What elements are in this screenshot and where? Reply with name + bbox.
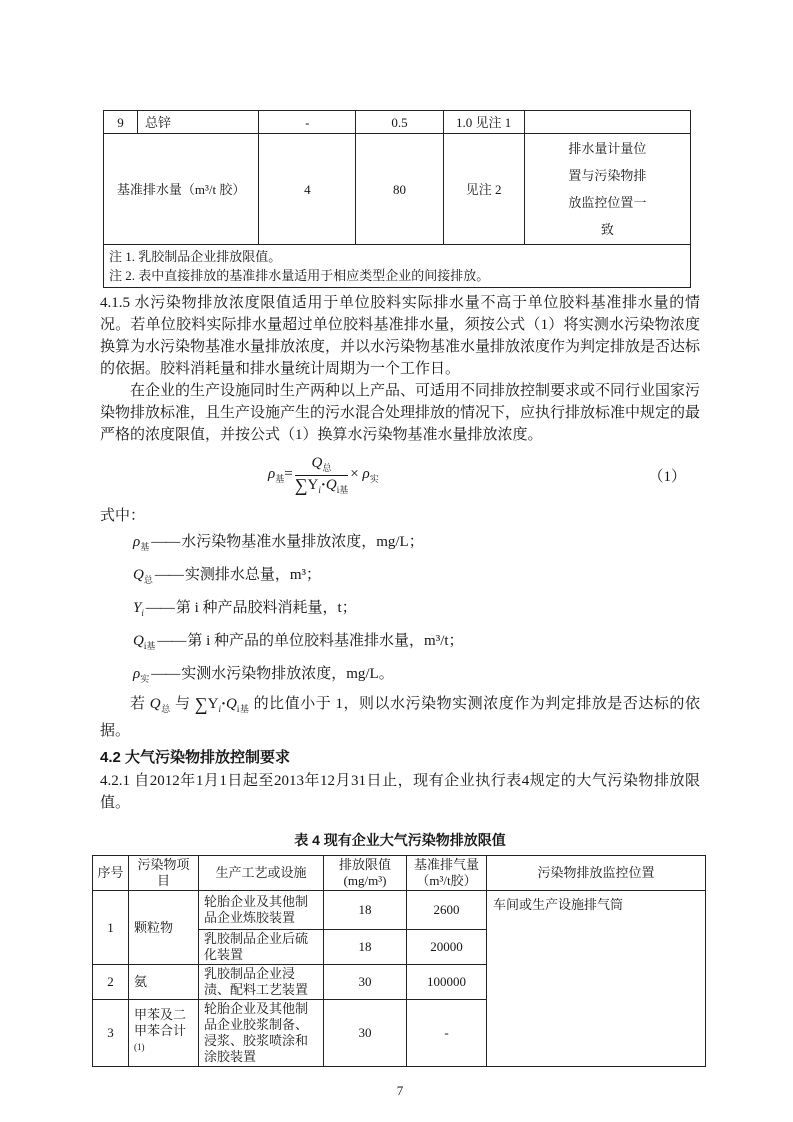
definition-list	[133, 528, 700, 693]
row1a-limit: 18	[324, 891, 407, 930]
benchmark-label: 基准排水量（m³/t 胶）	[104, 134, 259, 245]
row3-pollutant: 甲苯及二甲苯合计$^{(1)}$	[129, 1000, 199, 1067]
table4-title: 表 4 现有企业大气污染物排放限值	[294, 832, 506, 848]
table-row-benchmark-drainage	[104, 134, 691, 245]
header-location: 污染物排放监控位置	[487, 856, 706, 891]
table4-row-1a	[93, 891, 706, 930]
formula-fraction: $\frac{Q_总}{\sum Y_i\cdot Q_{i基}}$	[294, 454, 349, 495]
benchmark-indirect: 80	[356, 134, 443, 245]
formula-1	[100, 448, 700, 502]
table-row-zinc	[104, 111, 691, 134]
where-label: 式中：	[100, 508, 146, 524]
zinc-direct-limit: -	[259, 111, 356, 134]
definition-rho-actual: $\rho_实$ —— 实测水污染物排放浓度，mg/L。	[133, 666, 394, 684]
row1-seq: 1	[93, 891, 129, 965]
sigma-inline-symbol: ∑	[194, 694, 208, 714]
formula-expression: $\rho_基=$ $\frac{Q_总}{\sum Y_i\cdot Q_{i基}}$ × $\rho_实$	[268, 454, 379, 495]
zinc-name: 总锌	[138, 111, 259, 134]
zinc-seq: 9	[104, 111, 138, 134]
row1b-process: 乳胶制品企业后硫化装置	[199, 930, 324, 965]
row1-pollutant: 颗粒物	[129, 891, 199, 965]
row1b-airflow: 20000	[407, 930, 487, 965]
header-limit: 排放限值 (mg/m³)	[324, 856, 407, 891]
row1a-process: 轮胎企业及其他制品企业炼胶装置	[199, 891, 324, 930]
paragraph-mixed-discharge: 在企业的生产设施同时生产两种以上产品、可适用不同排放控制要求或不同行业国家污染物排放标准，且生产设施产生的污水混合处理排放的情况下，应执行排放标准中规定的最严格的浓度限值，并按公式（1）换算水污染物基准水量排放浓度。	[100, 383, 701, 443]
page-content	[97, 110, 701, 1099]
page-number: 7	[396, 1083, 404, 1098]
row3-airflow: -	[407, 1000, 487, 1067]
heading-4-2: 4.2 大气污染物排放控制要求	[100, 749, 291, 766]
row2-limit: 30	[324, 965, 407, 1000]
table-notes-cell	[104, 245, 691, 288]
row2-pollutant: 氨	[129, 965, 199, 1000]
paragraph-4-2-1: 4.2.1 自2012年1月1日起至2013年12月31日止，现有企业执行表4规定的大气污染物排放限值。	[100, 773, 700, 811]
water-pollutant-table	[103, 110, 691, 288]
paragraph-ratio-rule: 若 $Q_总$ 与 $\sum Y_i\cdot Q_{i基}$ 的比值小于 1，则以水污染物实测浓度作为判定排放是否达标的依据。	[100, 694, 700, 739]
row1a-airflow: 2600	[407, 891, 487, 930]
definition-q-total: $Q_总$ —— 实测排水总量，m³；	[133, 567, 322, 585]
zinc-special-limit: 1.0 见注 1	[443, 111, 524, 134]
benchmark-monitor: 排水量计量位置与污染物排放监控位置一致	[524, 134, 690, 245]
footnote-marker: (1)	[134, 1041, 145, 1052]
zinc-indirect-limit: 0.5	[356, 111, 443, 134]
definition-q-i-base: $Q_{i基}$ —— 第 i 种产品的单位胶料基准排水量，m³/t；	[133, 633, 464, 651]
zinc-monitor	[524, 111, 690, 134]
definition-rho-base: $\rho_基$ —— 水污染物基准水量排放浓度，mg/L；	[133, 534, 424, 552]
row3-seq: 3	[93, 1000, 129, 1067]
table-note-1: 注 1. 乳胶制品企业排放限值。	[109, 249, 282, 264]
benchmark-special: 见注 2	[443, 134, 524, 245]
header-pollutant: 污染物项目	[129, 856, 199, 891]
row3-process: 轮胎企业及其他制品企业胶浆制备、浸浆、胶浆喷涂和涂胶装置	[199, 1000, 324, 1067]
sigma-symbol: ∑	[294, 474, 308, 495]
row2-process: 乳胶制品企业浸渍、配料工艺装置	[199, 965, 324, 1000]
air-pollutant-table	[92, 855, 706, 1067]
row1b-limit: 18	[324, 930, 407, 965]
rho-base-symbol: ρ	[268, 465, 276, 482]
table4-header-row	[93, 856, 706, 891]
monitor-location-cell: 车间或生产设施排气筒	[487, 891, 706, 1067]
definition-y-i: $Y_i$ —— 第 i 种产品胶料消耗量，t；	[133, 600, 357, 618]
row2-airflow: 100000	[407, 965, 487, 1000]
row3-limit: 30	[324, 1000, 407, 1067]
table-note-2: 注 2. 表中直接排放的基准排水量适用于相应类型企业的间接排放。	[109, 268, 490, 283]
paragraph-4-1-5: 4.1.5 水污染物排放浓度限值适用于单位胶料实际排水量不高于单位胶料基准排水量的情况。若单位胶料实际排水量超过单位胶料基准排水量，须按公式（1）将实测水污染物浓度换算为水污染物基准水量排放浓度，并以水污染物基准水量排放浓度作为判定排放是否达标的依据。胶料消耗量和排水量统计周期为一个工作日。	[100, 295, 701, 377]
header-airflow: 基准排气量 （m³/t胶）	[407, 856, 487, 891]
header-process: 生产工艺或设施	[199, 856, 324, 891]
header-seq: 序号	[93, 856, 129, 891]
row2-seq: 2	[93, 965, 129, 1000]
benchmark-direct: 4	[259, 134, 356, 245]
formula-number: （1）	[648, 468, 686, 485]
table-row-notes	[104, 245, 691, 288]
